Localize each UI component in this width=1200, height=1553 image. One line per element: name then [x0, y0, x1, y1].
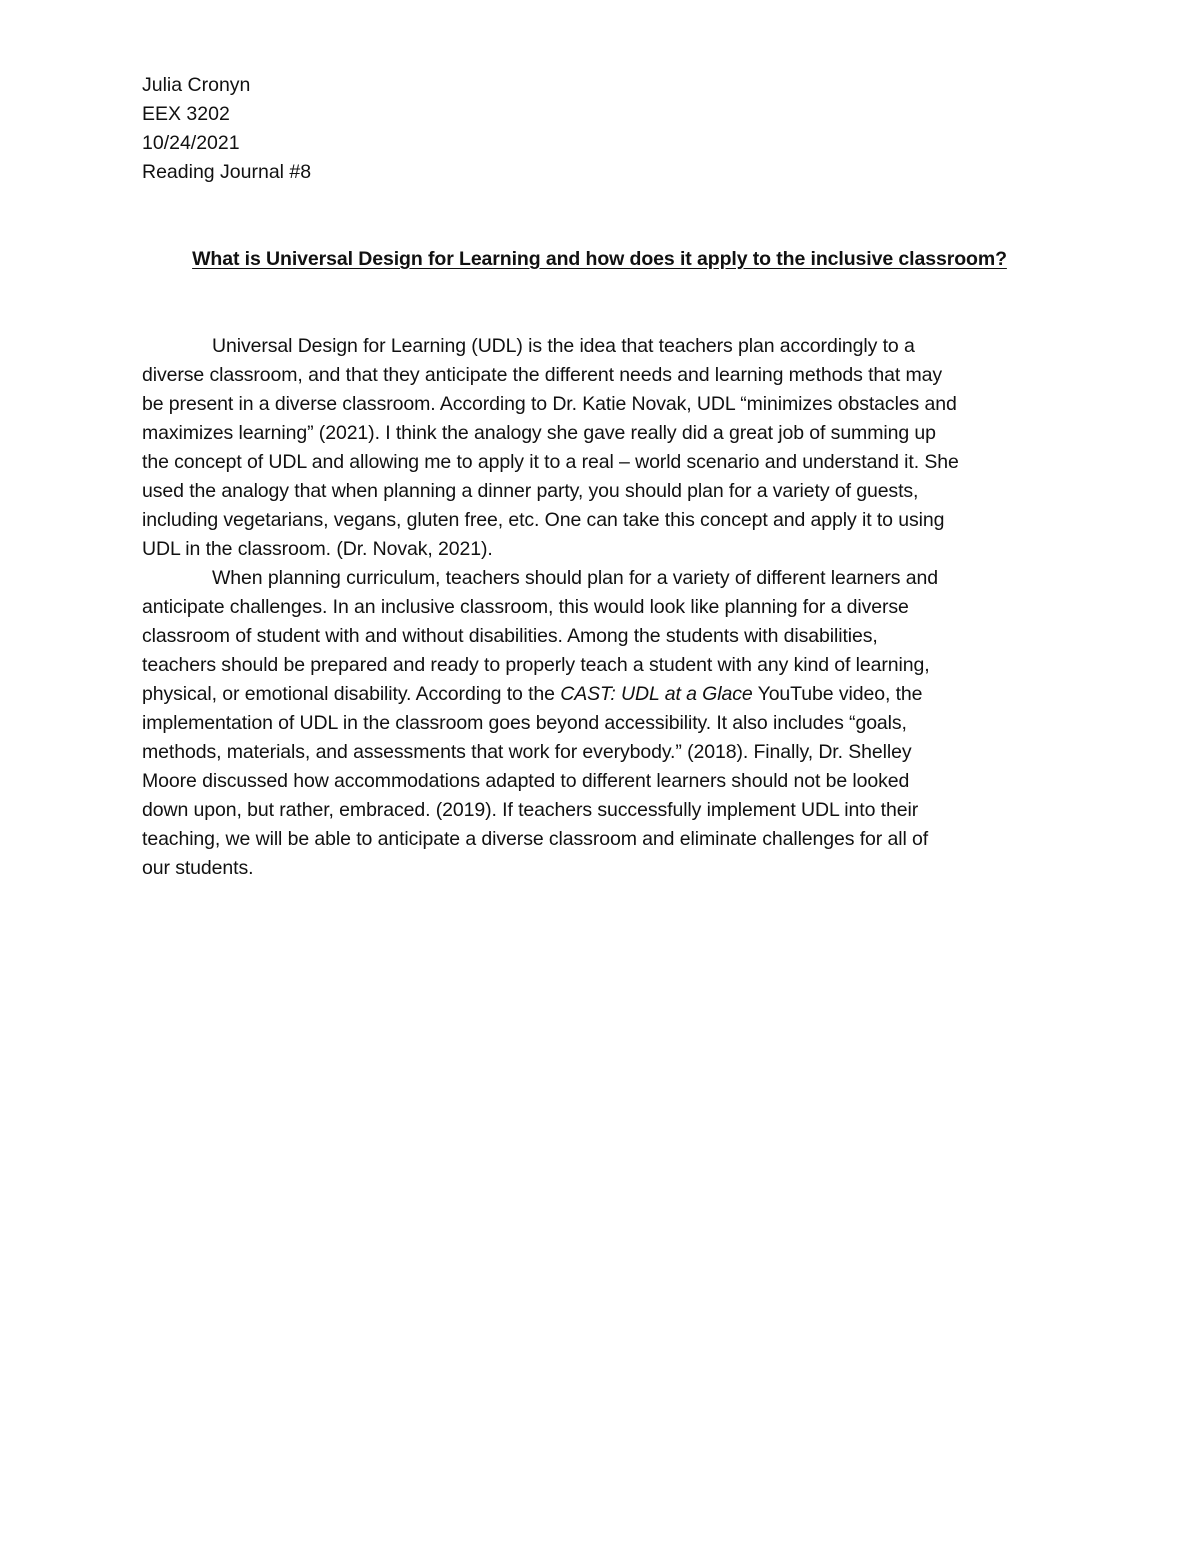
document-header — [142, 71, 1057, 187]
paragraph-1-line: including vegetarians, vegans, gluten free, etc. One can take this concept and apply it to using — [142, 509, 945, 531]
paragraph-2-line: Moore discussed how accommodations adapted to different learners should not be looked — [142, 770, 910, 792]
paragraph-1-line: Universal Design for Learning (UDL) is the idea that teachers plan accordingly to a — [212, 335, 915, 357]
paragraph-2-line: implementation of UDL in the classroom goes beyond accessibility. It also includes “goals, — [142, 712, 907, 734]
essay-body — [142, 332, 1057, 883]
paragraph-1 — [142, 332, 1057, 564]
course-code: EEX 3202 — [142, 103, 230, 125]
assignment-title: Reading Journal #8 — [142, 161, 312, 183]
paragraph-2-line: teachers should be prepared and ready to properly teach a student with any kind of learning, — [142, 654, 930, 676]
paragraph-1-line: be present in a diverse classroom. According to Dr. Katie Novak, UDL “minimizes obstacles and — [142, 393, 957, 415]
paragraph-1-line: diverse classroom, and that they anticipate the different needs and learning methods that may — [142, 364, 943, 386]
document-content — [142, 71, 1057, 883]
paragraph-2 — [142, 564, 1057, 883]
line-prefix: physical, or emotional disability. According to the — [142, 683, 561, 705]
video-title: CAST: UDL at a Glace — [560, 683, 753, 705]
author-name: Julia Cronyn — [142, 74, 251, 96]
paragraph-1-line: UDL in the classroom. (Dr. Novak, 2021). — [142, 538, 493, 560]
essay-title: What is Universal Design for Learning and how does it apply to the inclusive classroom? — [192, 248, 1007, 270]
paragraph-2-line-with-citation — [142, 680, 1057, 709]
paragraph-2-line: methods, materials, and assessments that work for everybody.” (2018). Finally, Dr. Shelley — [142, 741, 912, 763]
paragraph-2-line: classroom of student with and without disabilities. Among the students with disabilities, — [142, 625, 878, 647]
paragraph-2-line: teaching, we will be able to anticipate a diverse classroom and eliminate challenges for all of — [142, 828, 929, 850]
document-date: 10/24/2021 — [142, 132, 240, 154]
paragraph-2-line: When planning curriculum, teachers should plan for a variety of different learners and — [212, 567, 938, 589]
paragraph-1-line: maximizes learning” (2021). I think the analogy she gave really did a great job of summing up — [142, 422, 936, 444]
line-suffix: YouTube video, the — [752, 683, 923, 705]
paragraph-2-line: down upon, but rather, embraced. (2019). If teachers successfully implement UDL into their — [142, 799, 919, 821]
paragraph-1-line: the concept of UDL and allowing me to apply it to a real – world scenario and understand it. She — [142, 451, 959, 473]
paragraph-2-line: our students. — [142, 857, 254, 879]
paragraph-2-line: anticipate challenges. In an inclusive classroom, this would look like planning for a diverse — [142, 596, 909, 618]
paragraph-1-line: used the analogy that when planning a dinner party, you should plan for a variety of guests, — [142, 480, 919, 502]
